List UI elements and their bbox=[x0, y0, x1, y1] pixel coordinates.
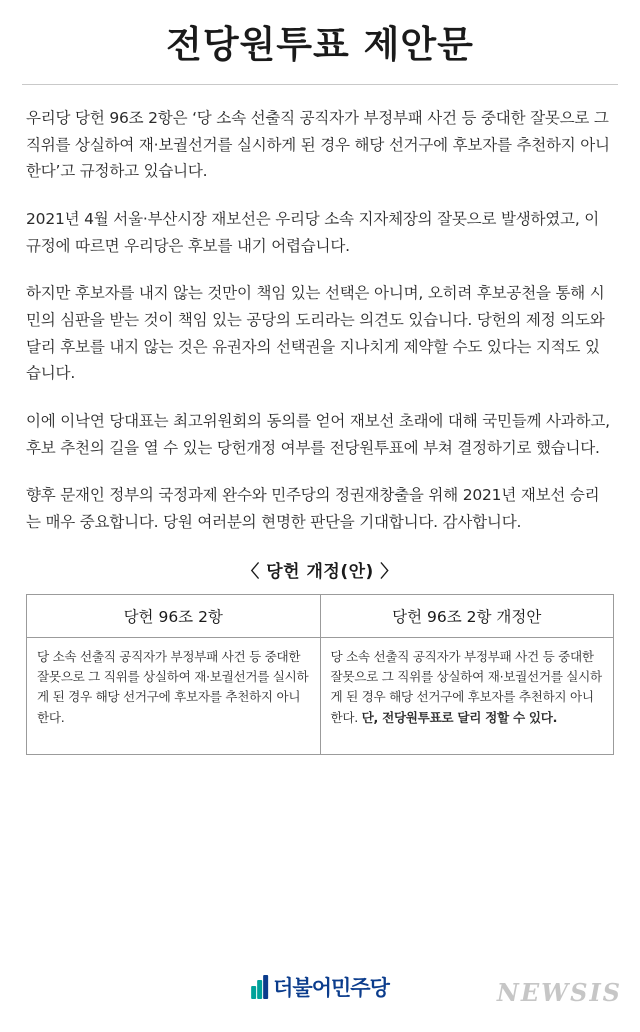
cell-text-amended: 당 소속 선출직 공직자가 부정부패 사건 등 중대한 잘못으로 그 직위를 상실하여 재·보궐선거를 실시하게 된 경우 해당 선거구에 후보자를 추천하지 아니한다. bbox=[330, 648, 602, 725]
table-header-row bbox=[27, 594, 614, 637]
cell-text-amended-bold: 단, 전당원투표로 달리 정할 수 있다. bbox=[361, 709, 558, 725]
document-body bbox=[0, 85, 640, 582]
paragraph-4: 이에 이낙연 당대표는 최고위원회의 동의를 얻어 재보선 초래에 대해 국민들께 사과하고, 후보 추천의 길을 열 수 있는 당헌개정 여부를 전당원투표에 부쳐 결정하기로 했습니다. bbox=[26, 411, 610, 457]
document-footer bbox=[0, 972, 640, 1014]
party-logo-icon bbox=[251, 975, 268, 999]
paragraph-3: 하지만 후보자를 내지 않는 것만이 책임 있는 선택은 아니며, 오히려 후보공천을 통해 시민의 심판을 받는 것이 책임 있는 공당의 도리라는 의견도 있습니다. 당헌의 제정 의도와 달리 후보를 내지 않는 것은 유권자의 선택권을 지나치게 제약할 수도 있다는 지적도 있습니다. bbox=[26, 284, 605, 383]
page-title: 전당원투표 제안문 bbox=[166, 22, 474, 66]
table-header-current: 당헌 96조 2항 bbox=[27, 594, 321, 637]
table-cell-amended bbox=[320, 637, 614, 755]
paragraph-1: 우리당 당헌 96조 2항은 ‘당 소속 선출직 공직자가 부정부패 사건 등 중대한 잘못으로 그 직위를 상실하여 재·보궐선거를 실시하게 된 경우 해당 선거구에 후보자를 추천하지 아니한다’고 규정하고 있습니다. bbox=[26, 109, 610, 181]
paragraph-5: 향후 문재인 정부의 국정과제 완수와 민주당의 정권재창출을 위해 2021년 재보선 승리는 매우 중요합니다. 당원 여러분의 현명한 판단을 기대합니다. 감사합니다. bbox=[26, 486, 600, 531]
amendment-table bbox=[26, 594, 614, 756]
table-row bbox=[27, 637, 614, 755]
cell-text-current: 당 소속 선출직 공직자가 부정부패 사건 등 중대한 잘못으로 그 직위를 상실하여 재·보궐선거를 실시하게 된 경우 해당 선거구에 후보자를 추천하지 아니한다. bbox=[37, 648, 309, 725]
newsis-watermark: NEWSIS bbox=[496, 978, 622, 1007]
table-header-amended: 당헌 96조 2항 개정안 bbox=[320, 594, 614, 637]
amendment-table-heading: 〈 당헌 개정(안) 〉 bbox=[242, 561, 398, 582]
party-logo bbox=[251, 972, 389, 1002]
party-logo-text: 더불어민주당 bbox=[273, 976, 389, 1000]
table-cell-current bbox=[27, 637, 321, 755]
paragraph-2: 2021년 4월 서울·부산시장 재보선은 우리당 소속 지자체장의 잘못으로 발생하였고, 이 규정에 따르면 우리당은 후보를 내기 어렵습니다. bbox=[26, 209, 600, 255]
